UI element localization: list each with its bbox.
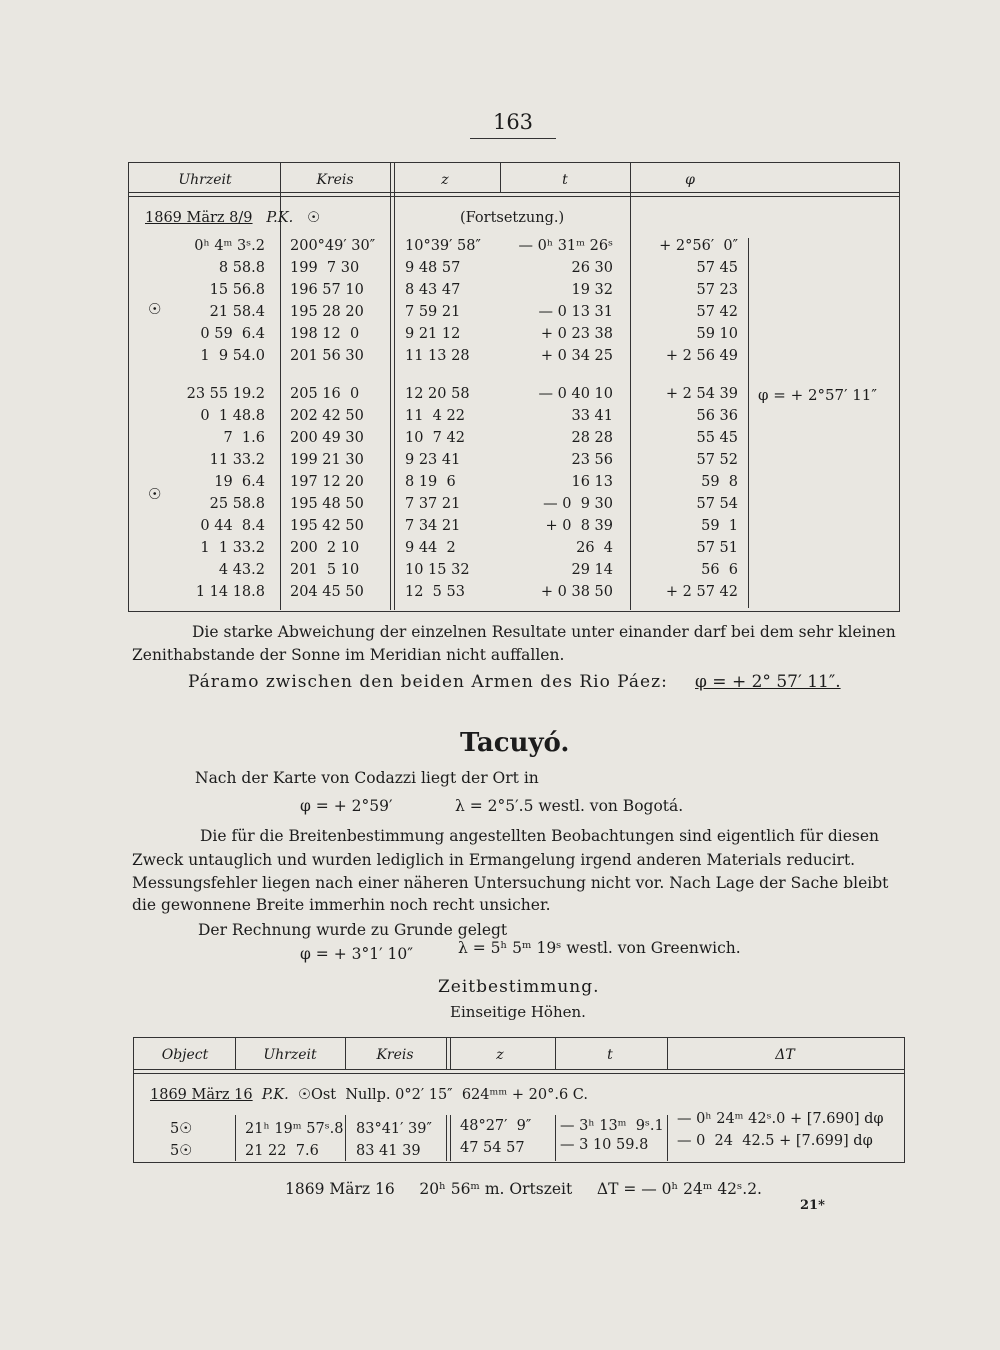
table1-row-kreis: 204 45 50 <box>290 584 364 600</box>
header-rule-double <box>128 196 899 197</box>
table1-row-phi: + 2°56′ 0″ <box>659 238 738 254</box>
t2-r1-z: 48°27′ 9″ <box>460 1118 532 1134</box>
col-divider <box>667 1037 668 1069</box>
header-z: z <box>441 172 449 188</box>
table1-row-t: 26 30 <box>571 260 613 276</box>
table1-row-z: 9 44 2 <box>405 540 456 556</box>
col-divider <box>235 1037 236 1069</box>
table1-row-t: — 0 9 30 <box>543 496 613 512</box>
table1-row-t: — 0ʰ 31ᵐ 26ˢ <box>518 238 613 254</box>
table1-row-uhrzeit: 11 33.2 <box>209 452 265 468</box>
t2-r2-t: — 3 10 59.8 <box>560 1137 649 1153</box>
table1-row-phi: 57 52 <box>696 452 738 468</box>
table1-row-kreis: 201 5 10 <box>290 562 360 578</box>
table1-row-phi: 59 10 <box>696 326 738 342</box>
header-t: t <box>607 1047 613 1063</box>
header-t: t <box>562 172 568 188</box>
codazzi-line: Nach der Karte von Codazzi liegt der Ort in <box>195 769 539 787</box>
sun-symbol-upper-limb: ☉ <box>148 485 162 503</box>
table1-row-uhrzeit: 19 6.4 <box>214 474 265 490</box>
table1-row-z: 10 7 42 <box>405 430 465 446</box>
table1-row-z: 10 15 32 <box>405 562 470 578</box>
col-divider <box>345 1115 346 1161</box>
table1-row-t: + 0 38 50 <box>540 584 613 600</box>
table1-row-uhrzeit: 1 1 33.2 <box>200 540 265 556</box>
table1-row-kreis: 197 12 20 <box>290 474 364 490</box>
sun-symbol-lower-limb: ☉ <box>148 300 162 318</box>
header-kreis: Kreis <box>316 172 354 188</box>
note-line-1: Die starke Abweichung der einzelnen Resultate unter einander darf bei dem sehr kleinen <box>192 623 896 641</box>
footer-line: 1869 März 16 20ʰ 56ᵐ m. Ortszeit ΔT = — 0ʰ 24ᵐ 42ˢ.2. <box>285 1180 762 1198</box>
header-uhrzeit: Uhrzeit <box>178 172 232 188</box>
table1-row-phi: 57 42 <box>696 304 738 320</box>
header-rule-double <box>133 1073 904 1074</box>
table1-row-uhrzeit: 1 9 54.0 <box>200 348 265 364</box>
table1-row-phi: 57 23 <box>696 282 738 298</box>
table1-row-kreis: 195 48 50 <box>290 496 364 512</box>
table1-row-t: 23 56 <box>571 452 613 468</box>
t2-r2-z: 47 54 57 <box>460 1140 525 1156</box>
table1-row-kreis: 195 42 50 <box>290 518 364 534</box>
header-object: Object <box>161 1047 209 1063</box>
table1-row-uhrzeit: 0ʰ 4ᵐ 3ˢ.2 <box>194 238 265 254</box>
section-title: Tacuyó. <box>460 728 570 758</box>
table1-row-kreis: 198 12 0 <box>290 326 360 342</box>
table1-row-t: — 0 13 31 <box>538 304 613 320</box>
table1-row-t: 16 13 <box>571 474 613 490</box>
zeit-subtitle: Einseitige Höhen. <box>450 1003 586 1021</box>
header-delta-t: ΔT <box>775 1047 795 1063</box>
table1-row-uhrzeit: 21 58.4 <box>209 304 265 320</box>
col-divider <box>280 162 281 610</box>
table1-row-uhrzeit: 0 44 8.4 <box>200 518 265 534</box>
col-divider <box>555 1115 556 1161</box>
para2-line-4: die gewonnene Breite immerhin noch recht unsicher. <box>132 896 551 914</box>
col-divider <box>446 1037 447 1069</box>
table1-row-z: 9 48 57 <box>405 260 461 276</box>
paramo-label: Páramo zwischen den beiden Armen des Rio Páez: <box>188 672 668 692</box>
para2-line-3: Messungsfehler liegen nach einer näheren Untersuchung nicht vor. Nach Lage der Sache bleibt <box>132 874 889 892</box>
signature-mark: 21* <box>800 1198 825 1213</box>
header-rule <box>133 1069 904 1070</box>
table1-row-kreis: 205 16 0 <box>290 386 360 402</box>
table1-row-t: 33 41 <box>571 408 613 424</box>
col-divider <box>555 1037 556 1069</box>
table1-row-z: 10°39′ 58″ <box>405 238 481 254</box>
col-divider <box>394 162 395 610</box>
zeit-title: Zeitbestimmung. <box>438 977 600 997</box>
table1-row-kreis: 200 2 10 <box>290 540 360 556</box>
t2-r2-object: 5☉ <box>170 1143 193 1159</box>
table1-row-z: 11 13 28 <box>405 348 470 364</box>
table1-row-phi: 56 6 <box>701 562 738 578</box>
table1-row-phi: 55 45 <box>696 430 738 446</box>
table1-row-kreis: 195 28 20 <box>290 304 364 320</box>
table1-row-t: 26 4 <box>576 540 613 556</box>
col-divider <box>630 162 631 610</box>
table1-row-z: 9 23 41 <box>405 452 461 468</box>
header-uhrzeit: Uhrzeit <box>263 1047 317 1063</box>
table1-row-uhrzeit: 0 1 48.8 <box>200 408 265 424</box>
table1-row-phi: 57 54 <box>696 496 738 512</box>
table2-date: 1869 März 16 P.K. ☉Ost Nullp. 0°2′ 15″ 624ᵐᵐ + 20°.6 C. <box>150 1087 588 1103</box>
rechnung-line: Der Rechnung wurde zu Grunde gelegt <box>198 921 508 939</box>
t2-r1-delta-t: — 0ʰ 24ᵐ 42ˢ.0 + [7.690] dφ <box>677 1111 884 1127</box>
table1-result: φ = + 2°57′ 11″ <box>758 386 877 404</box>
t2-r2-uhrzeit: 21 22 7.6 <box>245 1143 319 1159</box>
table1-row-uhrzeit: 25 58.8 <box>209 496 265 512</box>
table1-row-z: 7 59 21 <box>405 304 461 320</box>
rechnung-phi: φ = + 3°1′ 10″ <box>300 945 414 963</box>
rechnung-lambda: λ = 5ʰ 5ᵐ 19ˢ westl. von Greenwich. <box>458 939 741 957</box>
paramo-value: φ = + 2° 57′ 11″. <box>695 672 841 692</box>
table1-row-phi: + 2 54 39 <box>665 386 738 402</box>
table1-row-z: 7 34 21 <box>405 518 461 534</box>
table1-row-phi: + 2 57 42 <box>665 584 738 600</box>
table1-row-kreis: 202 42 50 <box>290 408 364 424</box>
para2-line-2: Zweck untauglich und wurden lediglich in Ermangelung irgend anderen Materials reducirt. <box>132 851 856 869</box>
codazzi-lambda: λ = 2°5′.5 westl. von Bogotá. <box>455 797 684 815</box>
table1-row-z: 11 4 22 <box>405 408 465 424</box>
table1-row-z: 7 37 21 <box>405 496 461 512</box>
header-kreis: Kreis <box>376 1047 414 1063</box>
table1-row-uhrzeit: 0 59 6.4 <box>200 326 265 342</box>
table1-row-uhrzeit: 1 14 18.8 <box>195 584 265 600</box>
col-divider <box>500 162 501 192</box>
table1-row-z: 9 21 12 <box>405 326 461 342</box>
t2-r1-kreis: 83°41′ 39″ <box>356 1121 432 1137</box>
table1-row-t: 28 28 <box>571 430 613 446</box>
table1-row-z: 8 19 6 <box>405 474 456 490</box>
col-divider <box>450 1115 451 1161</box>
table1-continuation: (Fortsetzung.) <box>460 210 565 226</box>
table1-row-kreis: 199 7 30 <box>290 260 360 276</box>
table1-row-uhrzeit: 8 58.8 <box>218 260 265 276</box>
table1-row-t: + 0 23 38 <box>540 326 613 342</box>
t2-r1-object: 5☉ <box>170 1121 193 1137</box>
table1-row-t: — 0 40 10 <box>538 386 613 402</box>
codazzi-phi: φ = + 2°59′ <box>300 797 393 815</box>
header-phi: φ <box>685 172 695 188</box>
header-z: z <box>496 1047 504 1063</box>
result-brace <box>748 238 753 608</box>
table1-row-t: + 0 34 25 <box>540 348 613 364</box>
table1-row-uhrzeit: 15 56.8 <box>209 282 265 298</box>
col-divider <box>450 1037 451 1069</box>
col-divider <box>390 162 391 610</box>
table1-row-phi: 56 36 <box>696 408 738 424</box>
table1-row-z: 8 43 47 <box>405 282 461 298</box>
table1-row-phi: 57 51 <box>696 540 738 556</box>
page-number-rule <box>470 138 556 139</box>
table1-row-kreis: 196 57 10 <box>290 282 364 298</box>
col-divider <box>667 1115 668 1161</box>
t2-r2-delta-t: — 0 24 42.5 + [7.699] dφ <box>677 1133 873 1149</box>
table1-row-uhrzeit: 7 1.6 <box>223 430 265 446</box>
note-line-2: Zenithabstande der Sonne im Meridian nicht auffallen. <box>132 646 565 664</box>
table1-row-kreis: 199 21 30 <box>290 452 364 468</box>
table1-row-phi: 57 45 <box>696 260 738 276</box>
col-divider <box>345 1037 346 1069</box>
table1-row-uhrzeit: 4 43.2 <box>218 562 265 578</box>
para2-line-1: Die für die Breitenbestimmung angestellten Beobachtungen sind eigentlich für diesen <box>200 827 880 845</box>
header-rule <box>128 192 899 193</box>
table1-row-z: 12 20 58 <box>405 386 470 402</box>
table1-row-phi: 59 8 <box>701 474 738 490</box>
t2-r1-uhrzeit: 21ʰ 19ᵐ 57ˢ.8 <box>245 1121 344 1137</box>
table1-row-kreis: 200°49′ 30″ <box>290 238 376 254</box>
table1-row-kreis: 201 56 30 <box>290 348 364 364</box>
table1-row-t: 19 32 <box>571 282 613 298</box>
t2-r2-kreis: 83 41 39 <box>356 1143 421 1159</box>
table1-row-t: 29 14 <box>571 562 613 578</box>
table1-row-uhrzeit: 23 55 19.2 <box>186 386 265 402</box>
table1-row-phi: 59 1 <box>701 518 738 534</box>
page-number: 163 <box>492 110 534 134</box>
col-divider <box>235 1115 236 1161</box>
table1-row-kreis: 200 49 30 <box>290 430 364 446</box>
table1-date: 1869 März 8/9 P.K. ☉ <box>145 210 321 226</box>
col-divider <box>446 1115 447 1161</box>
table1-row-z: 12 5 53 <box>405 584 465 600</box>
table1-row-t: + 0 8 39 <box>545 518 613 534</box>
table1-row-phi: + 2 56 49 <box>665 348 738 364</box>
t2-r1-t: — 3ʰ 13ᵐ 9ˢ.1 <box>560 1118 664 1134</box>
